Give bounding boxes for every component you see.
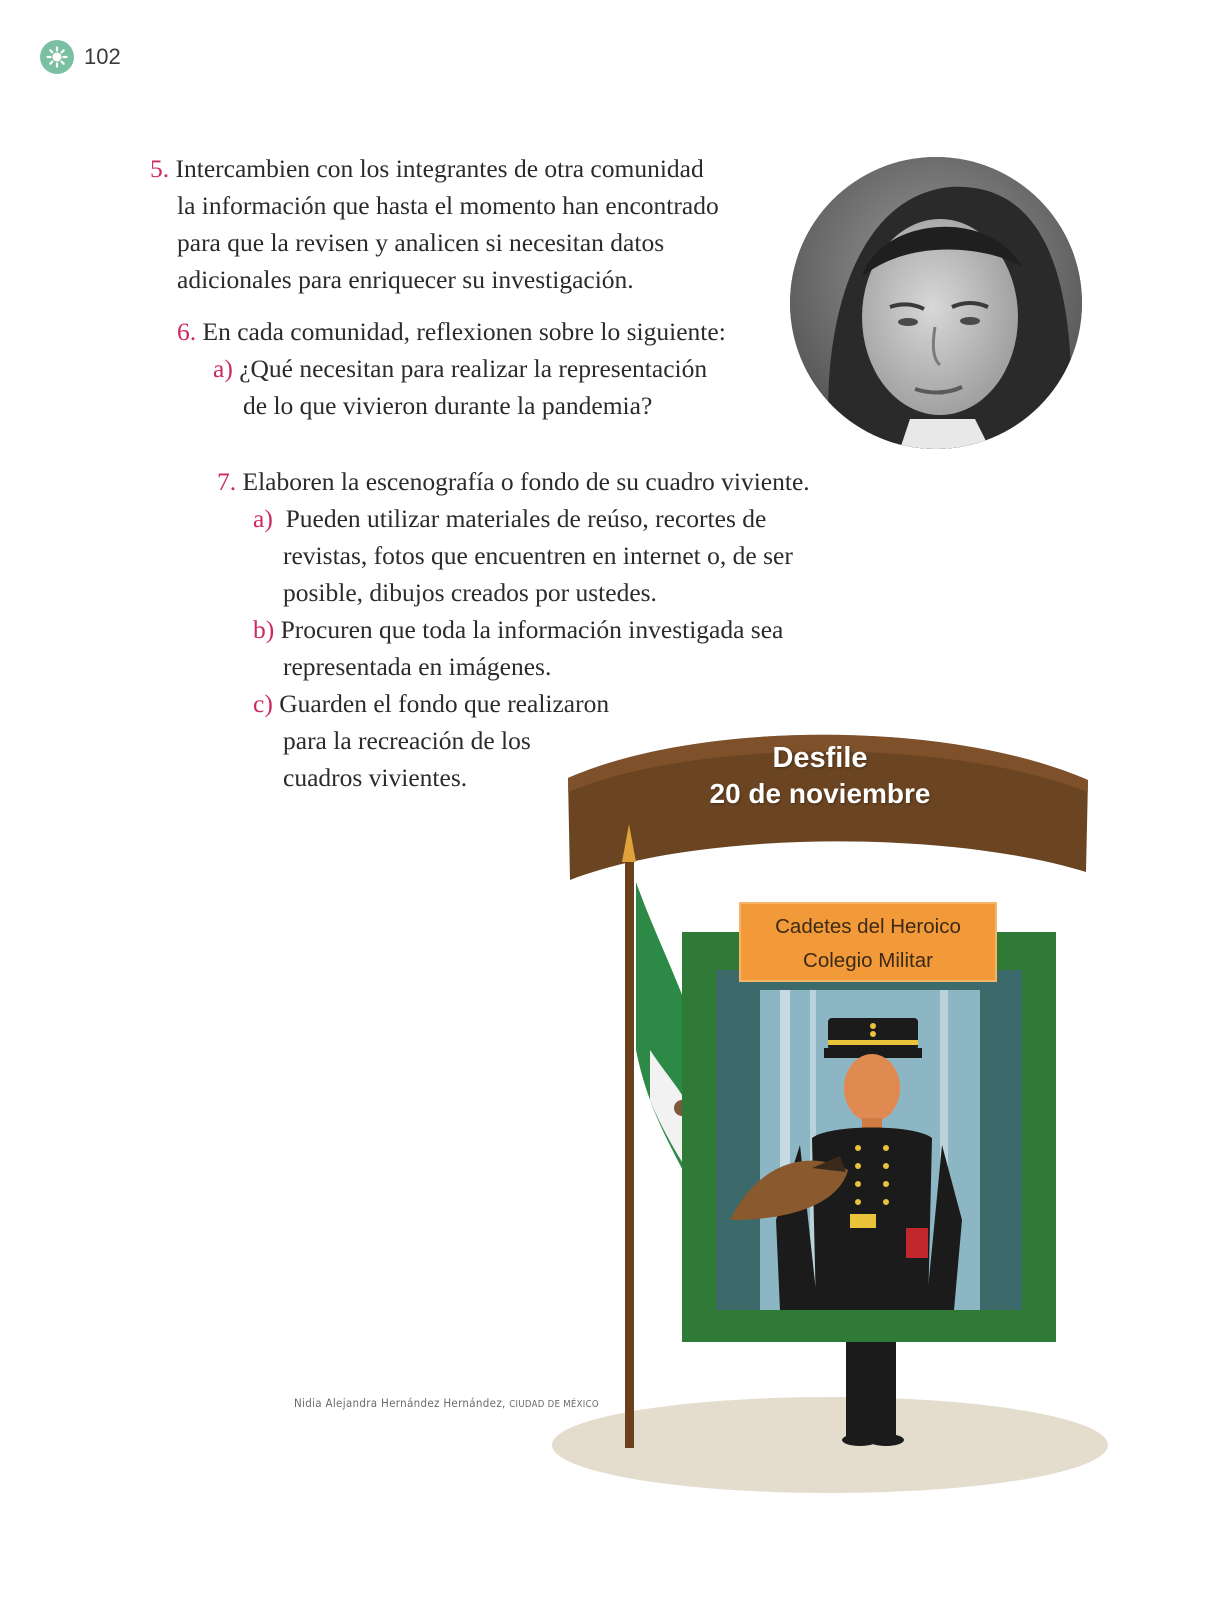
item-text-line: Elaboren la escenografía o fondo de su cuadro viviente.: [242, 467, 810, 496]
item-text-line: Pueden utilizar materiales de reúso, recortes de: [285, 504, 767, 533]
ground-ellipse: [552, 1397, 1108, 1493]
item-text-line: cuadros vivientes.: [283, 763, 468, 792]
item-text-line: Intercambien con los integrantes de otra comunidad: [175, 154, 704, 183]
item-text-line: Procuren que toda la información investigada sea: [280, 615, 784, 644]
banner-date: 20 de noviembre: [709, 778, 931, 809]
credit-name: Nidia Alejandra Hernández Hernández,: [294, 1396, 506, 1410]
item-number: 5.: [150, 154, 170, 183]
item-text-line: posible, dibujos creados por ustedes.: [283, 578, 657, 607]
sub-item-letter: a): [253, 504, 273, 533]
item-number: 6.: [177, 317, 197, 346]
item-text-line: representada en imágenes.: [283, 652, 552, 681]
plaque-line: Cadetes del Heroico: [775, 915, 961, 938]
sub-item-letter: a): [213, 354, 233, 383]
flag-pole: [625, 852, 634, 1448]
sub-item-letter: b): [253, 615, 275, 644]
item-text-line: revistas, fotos que encuentren en internet o, de ser: [283, 541, 793, 570]
credit-place: CIUDAD DE MÉXICO: [509, 1399, 599, 1410]
page-header: [40, 40, 121, 74]
plaque-line: Colegio Militar: [803, 949, 933, 972]
sub-item-letter: c): [253, 689, 273, 718]
item-text-line: para que la revisen y analicen si necesitan datos: [177, 228, 665, 257]
item-text-line: la información que hasta el momento han encontrado: [177, 191, 719, 220]
item-text-line: ¿Qué necesitan para realizar la representación: [239, 354, 708, 383]
page-number: 102: [84, 44, 121, 69]
illustration-credit: [294, 1396, 599, 1410]
cadets-plaque: [739, 902, 997, 982]
instruction-item-5: [150, 150, 719, 298]
item-number: 7.: [217, 467, 237, 496]
item-text-line: Guarden el fondo que realizaron: [279, 689, 610, 718]
girl-portrait-photo: [790, 157, 1082, 449]
item-text-line: para la recreación de los: [283, 726, 531, 755]
item-text-line: adicionales para enriquecer su investigación.: [177, 265, 634, 294]
sun-gear-icon: [40, 40, 74, 74]
cadet-parade-illustration: [550, 720, 1120, 1510]
banner-title: Desfile: [772, 742, 868, 774]
item-text-line: En cada comunidad, reflexionen sobre lo siguiente:: [202, 317, 726, 346]
instruction-item-6: [177, 313, 726, 424]
item-text-line: de lo que vivieron durante la pandemia?: [243, 391, 653, 420]
